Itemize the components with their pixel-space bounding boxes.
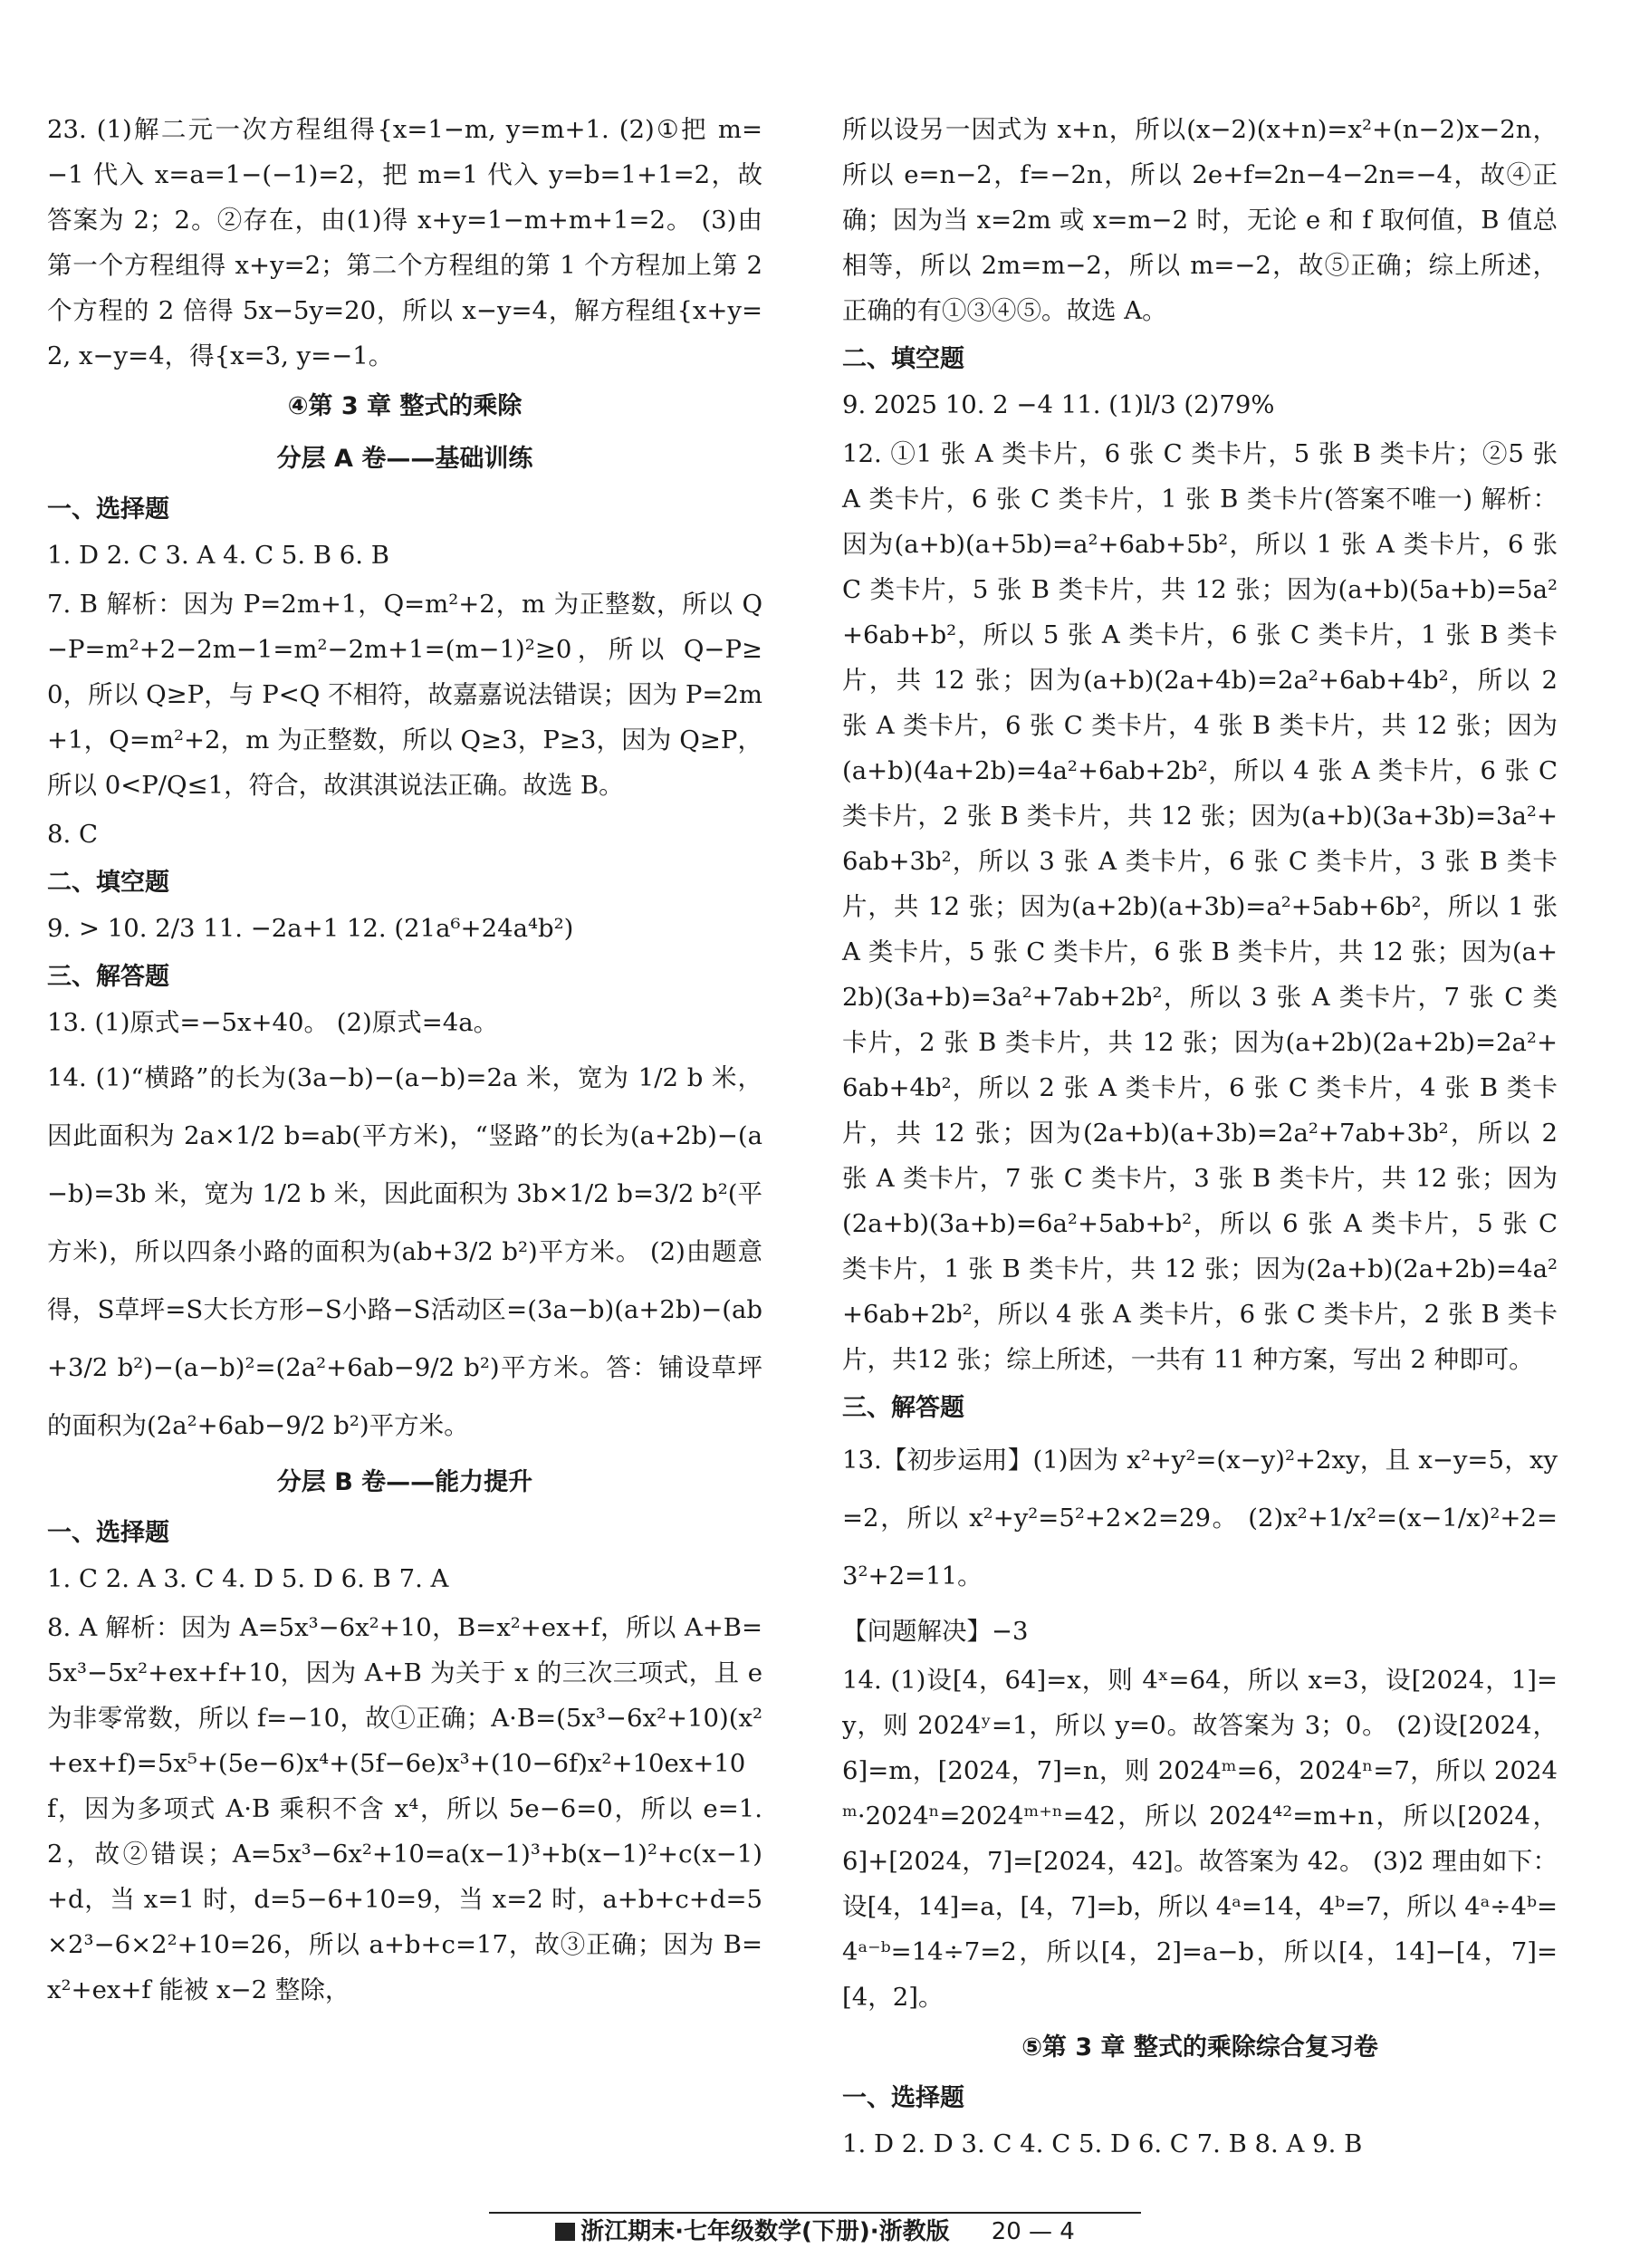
right-column: [842, 107, 1558, 2170]
footer-title: 浙江期末·七年级数学(下册)·浙教版: [580, 2218, 950, 2245]
section-heading: 二、填空题: [842, 345, 964, 373]
answer-paragraph: 所以设另一因式为 x+n，所以(x−2)(x+n)=x²+(n−2)x−2n，所以 e=n−2，f=−2n，所以 2e+f=2n−4−2n=−4，故④正确；因为当 x=2m 或 x=m−2 时，无论 e 和 f 取何值，B 值总相等，所以 2m=m−2，所以 m=−2，故⑤正确；综上所述，正确的有①③④⑤。故选 A。: [842, 115, 1558, 325]
section-heading: 三、解答题: [47, 963, 169, 991]
section-heading: 一、选择题: [47, 1519, 169, 1547]
answer-paragraph: 14. (1)“横路”的长为(3a−b)−(a−b)=2a 米，宽为 1/2 b 米，因此面积为 2a×1/2 b=ab(平方米)，“竖路”的长为(a+2b)−(a−b)=3b 米，宽为 1/2 b 米，因此面积为 3b×1/2 b=3/2 b²(平方米)，所以四条小路的面积为(ab+3/2 b²)平方米。 (2)由题意得，S草坪=S大长方形−S小路−S活动区=(3a−b)(a+2b)−(ab+3/2 b²)−(a−b)²=(2a²+6ab−9/2 b²)平方米。答：铺设草坪的面积为(2a²+6ab−9/2 b²)平方米。: [47, 1063, 762, 1440]
section-heading: 一、选择题: [47, 495, 169, 524]
answer-paragraph: 1. C 2. A 3. C 4. D 5. D 6. B 7. A: [47, 1564, 449, 1593]
section-heading: 一、选择题: [842, 2084, 964, 2112]
left-column: [47, 107, 762, 2016]
answer-paragraph: 14. (1)设[4，64]=x，则 4ˣ=64，所以 x=3，设[2024，1]=y，则 2024ʸ=1，所以 y=0。故答案为 3；0。 (2)设[2024，6]=m，[2024，7]=n，则 2024ᵐ=6，2024ⁿ=7，所以 2024ᵐ·2024ⁿ=2024ᵐ⁺ⁿ=42，所以 2024⁴²=m+n，所以[2024，6]+[2024，7]=[2024，42]。故答案为 42。 (3)2 理由如下：设[4，14]=a，[4，7]=b，所以 4ᵃ=14，4ᵇ=7，所以 4ᵃ÷4ᵇ=4ᵃ⁻ᵇ=14÷7=2，所以[4，2]=a−b，所以[4，14]−[4，7]=[4，2]。: [842, 1666, 1558, 2012]
answer-paragraph: 1. D 2. D 3. C 4. C 5. D 6. C 7. B 8. A 9. B: [842, 2129, 1363, 2158]
page-footer: [489, 2212, 1141, 2250]
section-heading: 二、填空题: [47, 869, 169, 897]
answer-paragraph: 9. > 10. 2/3 11. −2a+1 12. (21a⁶+24a⁴b²): [47, 914, 574, 943]
answer-paragraph: 7. B 解析：因为 P=2m+1，Q=m²+2，m 为正整数，所以 Q−P=m²+2−2m−1=m²−2m+1=(m−1)²≥0，所以 Q−P≥0，所以 Q≥P，与 P<Q 不相符，故嘉嘉说法错误；因为 P=2m+1，Q=m²+2，m 为正整数，所以 Q≥3，P≥3，因为 Q≥P，所以 0<P/Q≤1，符合，故淇淇说法正确。故选 B。: [47, 590, 762, 800]
answer-paragraph: 【问题解决】−3: [842, 1617, 1029, 1646]
page-number: 20 — 4: [991, 2218, 1075, 2245]
answer-paragraph: 12. ①1 张 A 类卡片，6 张 C 类卡片，5 张 B 类卡片；②5 张 A 类卡片，6 张 C 类卡片，1 张 B 类卡片(答案不唯一) 解析：因为(a+b)(a+5b)=a²+6ab+5b²，所以 1 张 A 类卡片，6 张 C 类卡片，5 张 B 类卡片，共 12 张；因为(a+b)(5a+b)=5a²+6ab+b²，所以 5 张 A 类卡片，6 张 C 类卡片，1 张 B 类卡片，共 12 张；因为(a+b)(2a+4b)=2a²+6ab+4b²，所以 2 张 A 类卡片，6 张 C 类卡片，4 张 B 类卡片，共 12 张；因为(a+b)(4a+2b)=4a²+6ab+2b²，所以 4 张 A 类卡片，6 张 C 类卡片，2 张 B 类卡片，共 12 张；因为(a+b)(3a+3b)=3a²+6ab+3b²，所以 3 张 A 类卡片，6 张 C 类卡片，3 张 B 类卡片，共 12 张；因为(a+2b)(a+3b)=a²+5ab+6b²，所以 1 张 A 类卡片，5 张 C 类卡片，6 张 B 类卡片，共 12 张；因为(a+2b)(3a+b)=3a²+7ab+2b²，所以 3 张 A 类卡片，7 张 C 类卡片，2 张 B 类卡片，共 12 张；因为(a+2b)(2a+2b)=2a²+6ab+4b²，所以 2 张 A 类卡片，6 张 C 类卡片，4 张 B 类卡片，共 12 张；因为(2a+b)(a+3b)=2a²+7ab+3b²，所以 2 张 A 类卡片，7 张 C 类卡片，3 张 B 类卡片，共 12 张；因为(2a+b)(3a+b)=6a²+5ab+b²，所以 6 张 A 类卡片，5 张 C 类卡片，1 张 B 类卡片，共 12 张；因为(2a+b)(2a+2b)=4a²+6ab+2b²，所以 4 张 A 类卡片，6 张 C 类卡片，2 张 B 类卡片，共12 张；综上所述，一共有 11 种方案，写出 2 种即可。: [842, 439, 1558, 1374]
answer-paragraph: 13. (1)原式=−5x+40。 (2)原式=4a。: [47, 1008, 499, 1037]
chapter-heading: ④第 3 章 整式的乘除: [287, 392, 523, 420]
answer-paragraph: 1. D 2. C 3. A 4. C 5. B 6. B: [47, 541, 389, 570]
answer-paragraph: 8. C: [47, 820, 99, 849]
answer-paragraph: 13.【初步运用】(1)因为 x²+y²=(x−y)²+2xy，且 x−y=5，xy=2，所以 x²+y²=5²+2×2=29。 (2)x²+1/x²=(x−1/x)²+2=3²+2=11。: [842, 1446, 1558, 1590]
footer-mark-icon: [555, 2223, 575, 2241]
answer-paragraph: 23. (1)解二元一次方程组得{x=1−m, y=m+1. (2)①把 m=−1 代入 x=a=1−(−1)=2，把 m=1 代入 y=b=1+1=2，故答案为 2；2。②存在，由(1)得 x+y=1−m+m+1=2。 (3)由第一个方程组得 x+y=2；第二个方程组的第 1 个方程加上第 2 个方程的 2 倍得 5x−5y=20，所以 x−y=4，解方程组{x+y=2, x−y=4，得{x=3, y=−1。: [47, 115, 762, 370]
answer-paragraph: 9. 2025 10. 2 −4 11. (1)l/3 (2)79%: [842, 390, 1275, 419]
answer-paragraph: 8. A 解析：因为 A=5x³−6x²+10，B=x²+ex+f，所以 A+B=5x³−5x²+ex+f+10，因为 A+B 为关于 x 的三次三项式，且 e 为非零常数，所以 f=−10，故①正确；A·B=(5x³−6x²+10)(x²+ex+f)=5x⁵+(5e−6)x⁴+(5f−6e)x³+(10−6f)x²+10ex+10f，因为多项式 A·B 乘积不含 x⁴，所以 5e−6=0，所以 e=1.2，故②错误；A=5x³−6x²+10=a(x−1)³+b(x−1)²+c(x−1)+d，当 x=1 时，d=5−6+10=9，当 x=2 时，a+b+c+d=5×2³−6×2²+10=26，所以 a+b+c=17，故③正确；因为 B=x²+ex+f 能被 x−2 整除，: [47, 1613, 762, 2004]
chapter-heading: 分层 B 卷——能力提升: [276, 1468, 533, 1496]
section-heading: 三、解答题: [842, 1394, 964, 1422]
chapter-heading: 分层 A 卷——基础训练: [276, 445, 533, 473]
chapter-heading: ⑤第 3 章 整式的乘除综合复习卷: [1021, 2033, 1378, 2061]
